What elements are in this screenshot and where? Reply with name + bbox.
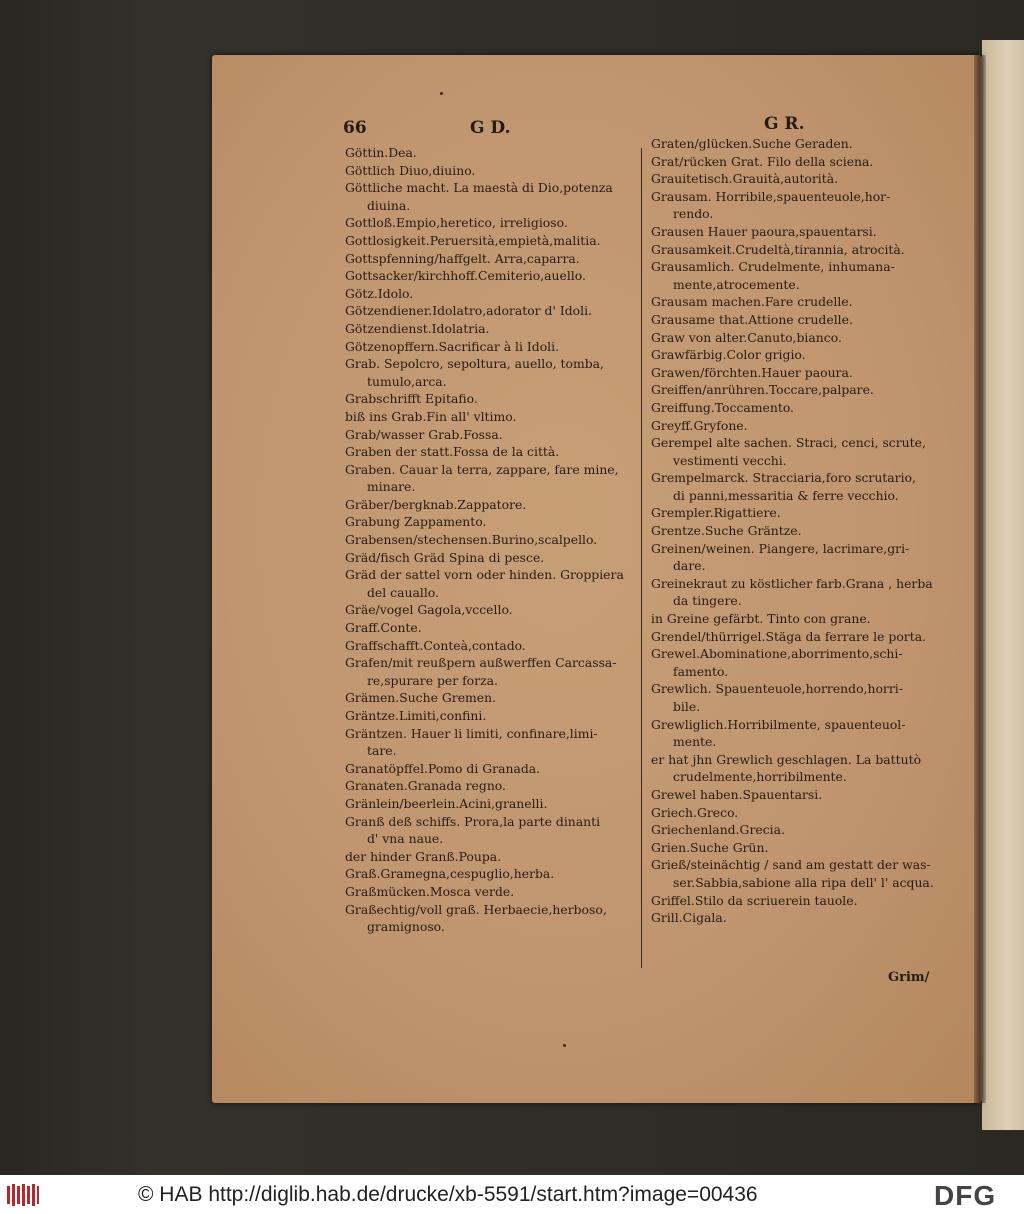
- entry-line: Götz.Idolo.: [345, 285, 414, 301]
- entry-line: Gräd der sattel vorn oder hinden. Groppiera: [345, 567, 624, 583]
- entry-line: Greyff.Gryfone.: [651, 417, 748, 433]
- entry-line: Grill.Cigala.: [651, 910, 727, 926]
- adjacent-page-edge: [982, 40, 1024, 1130]
- entry-line: Grewel haben.Spauentarsi.: [651, 786, 823, 802]
- entry-line: diuina.: [367, 197, 411, 213]
- entry-line: Göttlich Diuo,diuino.: [345, 162, 476, 178]
- entry-line: Graten/glücken.Suche Geraden.: [651, 136, 853, 151]
- entry-line: Graß.Gramegna,cespuglio,herba.: [345, 866, 555, 882]
- entry-line: Grewlich. Spauenteuole,horrendo,horri-: [651, 681, 903, 697]
- entry-line: minare.: [367, 479, 416, 495]
- entry-line: Gottloß.Empio,heretico, irreligioso.: [345, 215, 568, 231]
- entry-line: Griffel.Stilo da scriuerein tauole.: [651, 892, 858, 908]
- entry-line: Grab. Sepolcro, sepoltura, auello, tomba,: [345, 356, 604, 372]
- entry-line: Grabung Zappamento.: [345, 514, 487, 530]
- entry-line: Götzendienst.Idolatria.: [345, 320, 490, 336]
- entry-line: Gräntzen. Hauer li limiti, confinare,limi-: [345, 725, 598, 741]
- entry-line: Graßechtig/voll graß. Herbaecie,herboso,: [345, 901, 607, 917]
- entry-line: Grempler.Rigattiere.: [651, 505, 781, 521]
- entry-line: famento.: [673, 663, 729, 679]
- page-speck: [563, 1044, 566, 1047]
- entry-line: Granatöpffel.Pomo di Granada.: [345, 760, 541, 776]
- entry-line: Gräber/bergknab.Zappatore.: [345, 496, 527, 512]
- entry-line: Greiffung.Toccamento.: [651, 399, 794, 415]
- entry-line: Grämen.Suche Gremen.: [345, 690, 497, 706]
- entry-line: Gottlosigkeit.Peruersità,empietà,malitia.: [345, 232, 601, 248]
- entry-line: biß ins Grab.Fin all' vltimo.: [345, 408, 517, 424]
- column-rule: [641, 148, 642, 968]
- entry-line: Gottsacker/kirchhoff.Cemiterio,auello.: [345, 268, 586, 284]
- entry-line: Grat/rücken Grat. Filo della sciena.: [651, 153, 874, 169]
- entry-line: Gräe/vogel Gagola,vccello.: [345, 602, 513, 618]
- entry-line: Graben. Cauar la terra, zappare, fare mine,: [345, 461, 619, 477]
- entry-line: bile.: [673, 699, 701, 714]
- catchword: Grim/: [888, 970, 930, 985]
- entry-line: Grausamkeit.Crudeltà,tirannia, atrocità.: [651, 241, 905, 257]
- entry-line: Graben der statt.Fossa de la città.: [345, 444, 560, 460]
- entry-line: Götzendiener.Idolatro,adorator d' Idoli.: [345, 303, 592, 319]
- entry-line: Gräd/fisch Gräd Spina di pesce.: [345, 549, 545, 565]
- header-right: G R.: [764, 114, 805, 134]
- entry-line: Grieß/steinächtig / sand am gestatt der was-: [651, 857, 931, 873]
- entry-line: mente.: [673, 734, 717, 750]
- entry-line: Gränlein/beerlein.Acini,granelli.: [345, 795, 548, 811]
- entry-line: Grawfärbig.Color grigio.: [651, 347, 806, 363]
- entry-line: Grausam. Horribile,spauenteuole,hor-: [651, 188, 891, 204]
- entry-line: Granß deß schiffs. Prora,la parte dinanti: [345, 813, 601, 829]
- entry-line: rendo.: [673, 206, 714, 222]
- entry-line: tumulo,arca.: [367, 373, 447, 389]
- entry-line: Grempelmarck. Stracciaria,foro scrutario,: [651, 470, 916, 486]
- left-column: [345, 144, 637, 936]
- entry-line: da tingere.: [673, 593, 742, 609]
- entry-line: ser.Sabbia,sabione alla ripa dell' l' acqua.: [673, 874, 934, 890]
- entry-line: Götzenopffern.Sacrificar à li Idoli.: [345, 338, 560, 354]
- entry-line: Grabensen/stechensen.Burino,scalpello.: [345, 532, 598, 548]
- entry-line: Grewliglich.Horribilmente, spauenteuol-: [651, 716, 906, 732]
- entry-line: Grewel.Abominatione,aborrimento,schi-: [651, 646, 903, 662]
- entry-line: Graw von alter.Canuto,bianco.: [651, 329, 842, 345]
- entry-line: Grausam machen.Fare crudelle.: [651, 294, 853, 310]
- entry-line: Grawen/förchten.Hauer paoura.: [651, 364, 853, 380]
- entry-line: Grausen Hauer paoura,spauentarsi.: [651, 223, 877, 239]
- entry-line: Gottspfenning/haffgelt. Arra,caparra.: [345, 250, 580, 266]
- hab-logo-icon: [6, 1183, 40, 1207]
- entry-line: Graßmücken.Mosca verde.: [345, 883, 515, 899]
- entry-line: Grausame that.Attione crudelle.: [651, 311, 853, 327]
- footer-link[interactable]: © HAB http://diglib.hab.de/drucke/xb-5591/start.htm?image=00436: [138, 1183, 758, 1206]
- entry-line: Göttliche macht. La maestà di Dio,potenza: [345, 180, 613, 196]
- entry-line: Grauitetisch.Grauità,autorità.: [651, 171, 839, 187]
- entry-line: Grab/wasser Grab.Fossa.: [345, 426, 503, 442]
- entry-line: gramignoso.: [367, 919, 445, 935]
- right-column: [651, 135, 943, 927]
- entry-line: Greiffen/anrühren.Toccare,palpare.: [651, 382, 874, 398]
- entry-line: Grafen/mit reußpern außwerffen Carcassa-: [345, 655, 617, 671]
- entry-line: Gräntze.Limiti,confini.: [345, 708, 487, 723]
- entry-line: Grien.Suche Grün.: [651, 839, 769, 855]
- entry-line: vestimenti vecchi.: [673, 452, 787, 468]
- entry-line: di panni,messaritia & ferre vecchio.: [673, 487, 899, 503]
- entry-line: Grendel/thürrigel.Stäga da ferrare le porta.: [651, 628, 927, 644]
- entry-line: crudelmente,horribilmente.: [673, 769, 847, 785]
- entry-line: tare.: [367, 743, 397, 759]
- entry-line: re,spurare per forza.: [367, 672, 498, 688]
- entry-line: der hinder Granß.Poupa.: [345, 848, 502, 864]
- entry-line: Grabschrifft Epitafio.: [345, 391, 478, 407]
- entry-line: er hat jhn Grewlich geschlagen. La battutò: [651, 751, 922, 767]
- page-gutter: [974, 55, 986, 1103]
- entry-line: d' vna naue.: [367, 831, 444, 847]
- entry-line: in Greine gefärbt. Tinto con grane.: [651, 611, 871, 627]
- entry-line: Griechenland.Grecia.: [651, 822, 785, 838]
- footer-bar: [0, 1175, 1024, 1214]
- entry-line: Gerempel alte sachen. Straci, cenci, scrute,: [651, 435, 926, 451]
- dfg-logo: DFG: [934, 1180, 997, 1211]
- entry-line: Griech.Greco.: [651, 804, 739, 820]
- entry-line: dare.: [673, 558, 706, 574]
- header-left: G D.: [470, 118, 511, 138]
- entry-line: Grausamlich. Crudelmente, inhumana-: [651, 259, 895, 275]
- entry-line: Greinen/weinen. Piangere, lacrimare,gri-: [651, 540, 910, 556]
- page-speck: [440, 92, 443, 95]
- entry-line: Greinekraut zu köstlicher farb.Grana , herba: [651, 575, 933, 591]
- entry-line: mente,atrocemente.: [673, 276, 800, 292]
- entry-line: Göttin.Dea.: [345, 145, 417, 160]
- entry-line: Graffschafft.Conteà,contado.: [345, 637, 526, 653]
- page-number: 66: [343, 118, 367, 138]
- entry-line: Grentze.Suche Gräntze.: [651, 523, 802, 539]
- entry-line: Granaten.Granada regno.: [345, 778, 506, 794]
- entry-line: Graff.Conte.: [345, 620, 422, 636]
- entry-line: del cauallo.: [367, 584, 439, 600]
